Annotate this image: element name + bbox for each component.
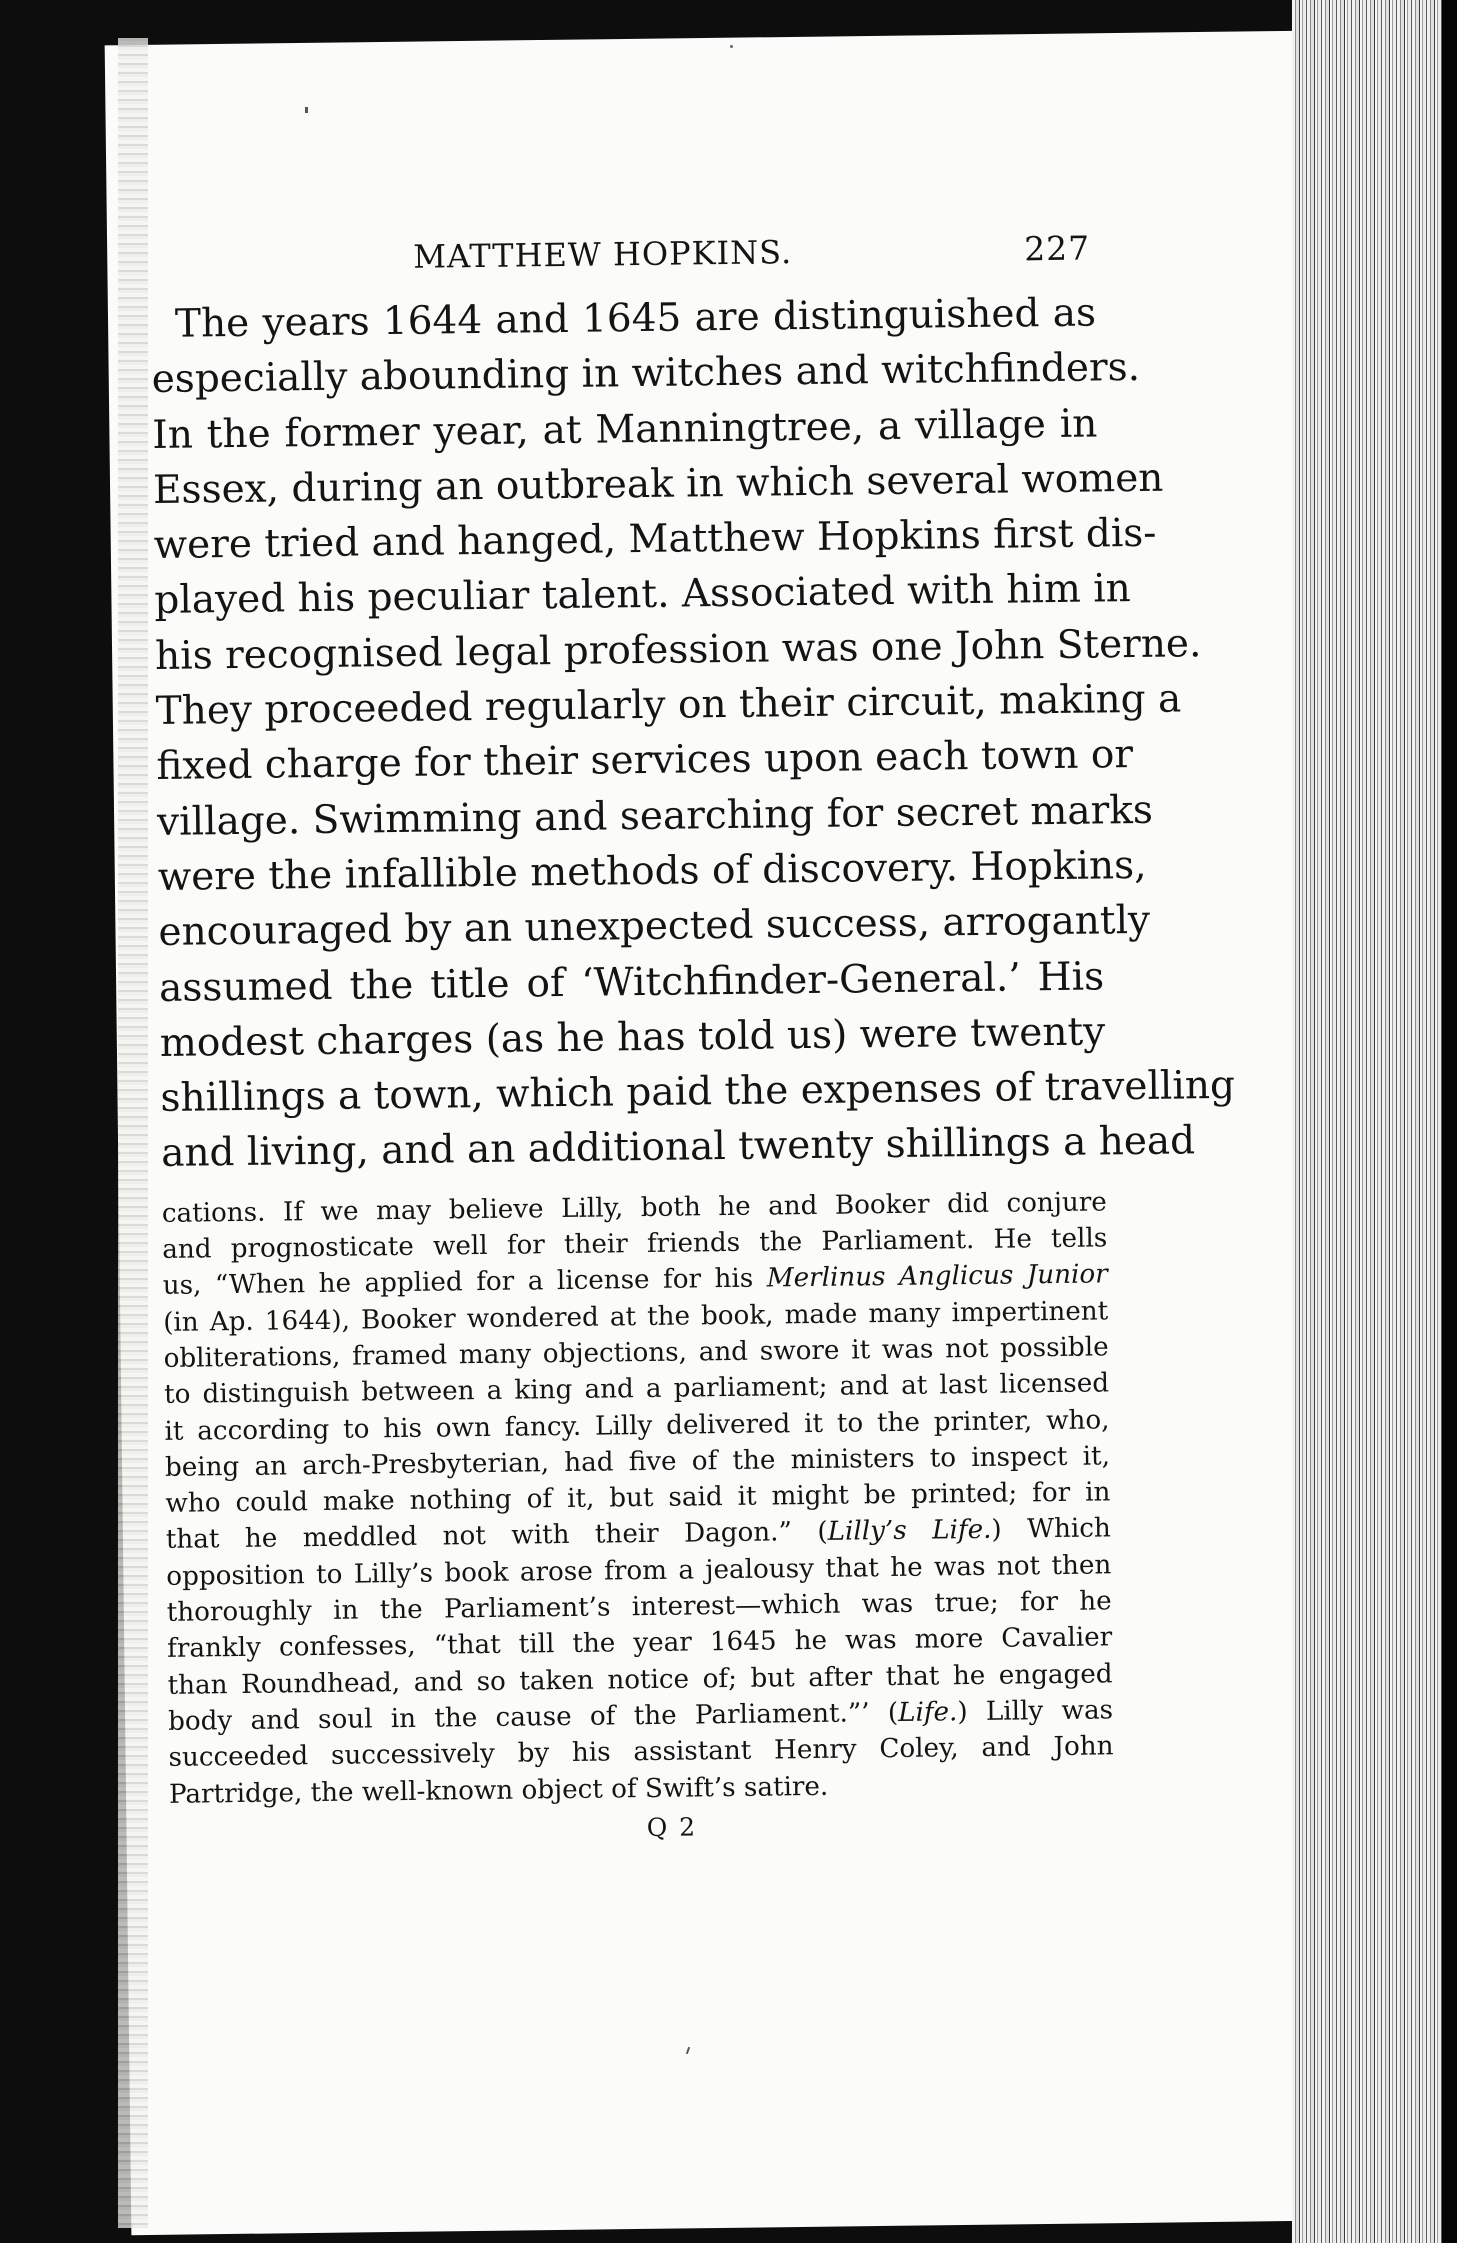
body-line: In the former year, at Manningtree, a village in xyxy=(152,401,1098,458)
body-line: encouraged by an unexpected success, arrogantly xyxy=(158,898,1151,956)
body-line: and living, and an additional twenty shillings a head xyxy=(160,1118,1196,1177)
body-line: were tried and hanged, Matthew Hopkins first dis- xyxy=(153,510,1157,569)
running-title: MATTHEW HOPKINS. xyxy=(412,233,793,276)
footnote-line: that he meddled not with their Dagon.” (Lilly’s Life.) Which xyxy=(165,1513,1112,1556)
book-fore-edge xyxy=(1292,0,1442,2243)
footnote-line: being an arch-Presbyterian, had five of the ministers to inspect it, xyxy=(164,1441,1111,1483)
body-line: Essex, during an outbreak in which several women xyxy=(152,455,1164,513)
footnote-line: body and soul in the cause of the Parliament.”’ (Life.) Lilly was xyxy=(167,1695,1114,1737)
footnote-line: frankly confesses, “that till the year 1645 he was more Cavalier xyxy=(167,1622,1113,1665)
body-line: village. Swimming and searching for secret marks xyxy=(156,787,1154,845)
body-line: played his peculiar talent. Associated with him in xyxy=(154,566,1132,624)
footnote-line: opposition to Lilly’s book arose from a jealousy that he was not then xyxy=(166,1550,1112,1592)
body-line: The years 1644 and 1645 are distinguished as xyxy=(174,290,1097,347)
body-line: They proceeded regularly on their circuit, making a xyxy=(155,676,1182,735)
page-gutter-edge xyxy=(118,38,148,2228)
footnote-line: succeeded successively by his assistant Henry Coley, and John xyxy=(168,1731,1114,1774)
body-line: his recognised legal profession was one John Sterne. xyxy=(154,620,1202,679)
speck-mark xyxy=(305,107,308,113)
signature-mark: Q 2 xyxy=(646,1812,698,1842)
footnote-line: than Roundhead, and so taken notice of; but after that he engaged xyxy=(167,1658,1113,1701)
body-line: shillings a town, which paid the expenses of travelling xyxy=(160,1062,1236,1122)
page-number: 227 xyxy=(1023,228,1091,269)
footnote-line: obliterations, framed many objections, and swore it was not possible xyxy=(163,1332,1109,1374)
footnote-line: Partridge, the well-known object of Swift’s satire. xyxy=(168,1771,829,1810)
body-line: modest charges (as he has told us) were twenty xyxy=(159,1009,1106,1066)
footnote-line: us, “When he applied for a license for his Merlinus Anglicus Junior xyxy=(162,1259,1108,1302)
footnote-line: to distinguish between a king and a parliament; and at last licensed xyxy=(163,1368,1110,1411)
scan-border xyxy=(1442,0,1457,2243)
footnote-line: who could make nothing of it, but said it might be printed; for in xyxy=(165,1477,1111,1520)
footnote-line: cations. If we may believe Lilly, both he and Booker did conjure xyxy=(161,1187,1108,1229)
body-line: were the infallible methods of discovery. Hopkins, xyxy=(157,842,1147,900)
body-line: fixed charge for their services upon each town or xyxy=(156,732,1134,790)
body-line: especially abounding in witches and witchfinders. xyxy=(151,345,1141,403)
page-content xyxy=(150,228,1236,1847)
speck-mark xyxy=(730,45,733,48)
footnote xyxy=(162,1184,1114,1813)
footnote-line: thoroughly in the Parliament’s interest—which was true; for he xyxy=(166,1586,1112,1628)
body-paragraph xyxy=(151,285,1236,1181)
footnote-line: and prognosticate well for their friends the Parliament. He tells xyxy=(162,1223,1108,1265)
footnote-line: (in Ap. 1644), Booker wondered at the book, made many impertinent xyxy=(163,1296,1109,1338)
body-line: assumed the title of ‘Witchfinder-General.’ His xyxy=(158,953,1105,1011)
footnote-line: it according to his own fancy. Lilly delivered it to the printer, who, xyxy=(164,1404,1110,1447)
